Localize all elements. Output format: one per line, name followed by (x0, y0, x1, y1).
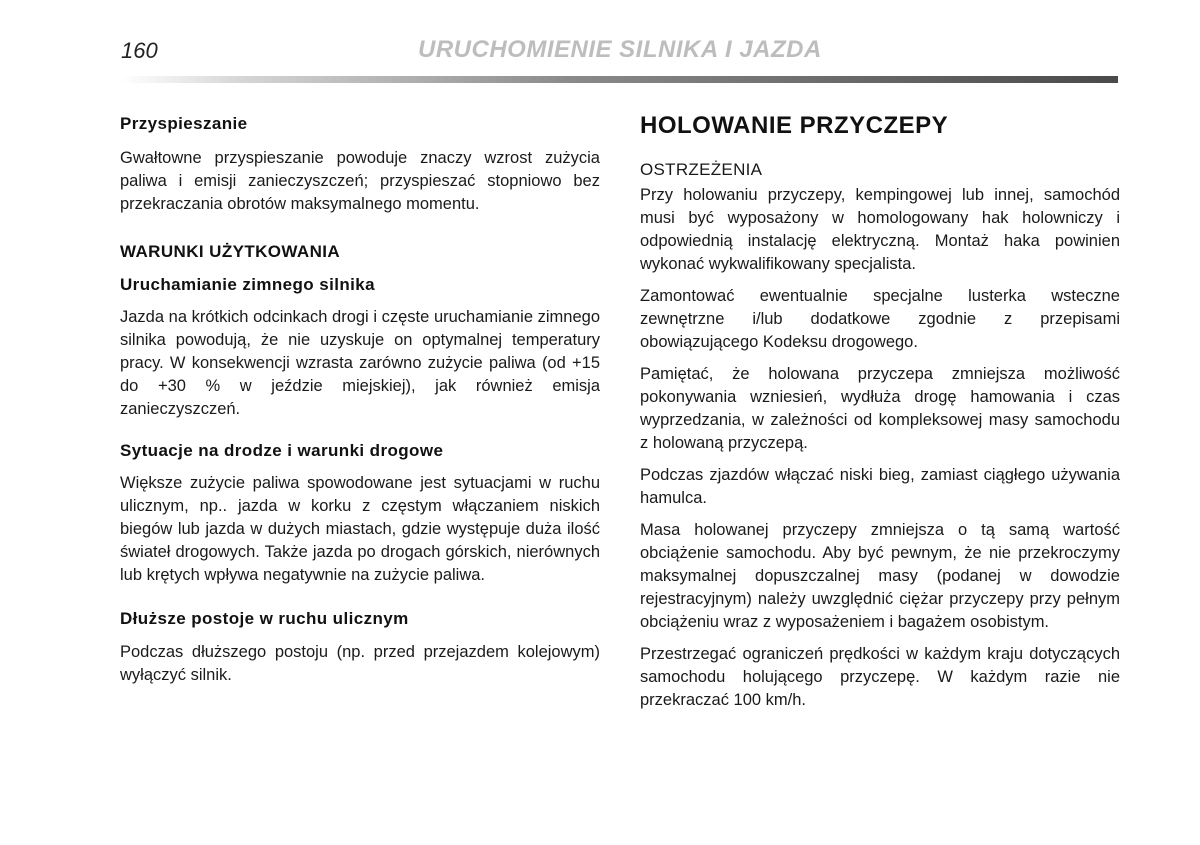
chapter-title: URUCHOMIENIE SILNIKA I JAZDA (418, 36, 822, 63)
cold-engine-heading: Uruchamianie zimnego silnika (120, 275, 375, 294)
towing-paragraph: Przestrzegać ograniczeń prędkości w każdym kraju dotyczących samochodu holującego przyczepę. W każdym razie nie przekraczać 100 km/h. (640, 645, 1120, 709)
right-column (640, 110, 1120, 712)
acceleration-text: Gwałtowne przyspieszanie powoduje znaczy wzrost zużycia paliwa i emisji zanieczyszczeń; przyspieszać stopniowo bez przekraczania obrotów maksymalnego momentu. (120, 149, 600, 213)
long-stops-text: Podczas dłuższego postoju (np. przed przejazdem kolejowym) wyłączyć silnik. (120, 643, 600, 684)
header-rule (121, 76, 1118, 83)
warnings-label: OSTRZEŻENIA (640, 160, 763, 179)
towing-paragraph: Podczas zjazdów włączać niski bieg, zamiast ciągłego używania hamulca. (640, 466, 1120, 507)
usage-conditions-heading: WARUNKI UŻYTKOWANIA (120, 242, 341, 261)
long-stops-heading: Dłuższe postoje w ruchu ulicznym (120, 609, 409, 628)
left-column (120, 110, 600, 687)
acceleration-heading: Przyspieszanie (120, 114, 248, 133)
towing-paragraph: Masa holowanej przyczepy zmniejsza o tą samą wartość obciążenie samochodu. Aby być pewnym, że nie przekroczymy maksymalnej dopuszczalnej masy (podanej w dowodzie rejestracyjnym) należy uwzględnić ciężar przyczepy przy pełnym obciążeniu wraz z wyposażeniem i bagażem osobistym. (640, 521, 1120, 631)
page-header (0, 0, 1200, 90)
trailer-towing-heading: HOLOWANIE PRZYCZEPY (640, 112, 949, 139)
page-number: 160 (121, 38, 158, 63)
towing-paragraph: Zamontować ewentualnie specjalne lusterka wsteczne zewnętrzne i/lub dodatkowe zgodnie z przepisami obowiązującego Kodeksu drogowego. (640, 287, 1120, 351)
towing-paragraph: Przy holowaniu przyczepy, kempingowej lub innej, samochód musi być wyposażony w homologowany hak holowniczy i odpowiednią instalację elektryczną. Montaż haka powinien wykonać wykwalifikowany specjalista. (640, 186, 1120, 273)
towing-paragraph: Pamiętać, że holowana przyczepa zmniejsza możliwość pokonywania wzniesień, wydłuża drogę hamowania i czas wyprzedzania, w zależności od kompleksowej masy samochodu z holowaną przyczepą. (640, 365, 1120, 452)
road-situations-text: Większe zużycie paliwa spowodowane jest sytuacjami w ruchu ulicznym, np.. jazda w korku z częstym włączaniem niskich biegów lub jazda w dużych miastach, gdzie występuje duża ilość świateł drogowych. Także jazda po drogach górskich, nierównych lub krętych wpływa negatywnie na zużycie paliwa. (120, 474, 600, 584)
cold-engine-text: Jazda na krótkich odcinkach drogi i częste uruchamianie zimnego silnika powodują, że nie uzyskuje on optymalnej temperatury pracy. W konsekwencji wzrasta zarówno zużycie paliwa (od +15 do +30 % w jeździe miejskiej), jak również emisja zanieczyszczeń. (120, 308, 600, 418)
road-situations-heading: Sytuacje na drodze i warunki drogowe (120, 441, 444, 460)
